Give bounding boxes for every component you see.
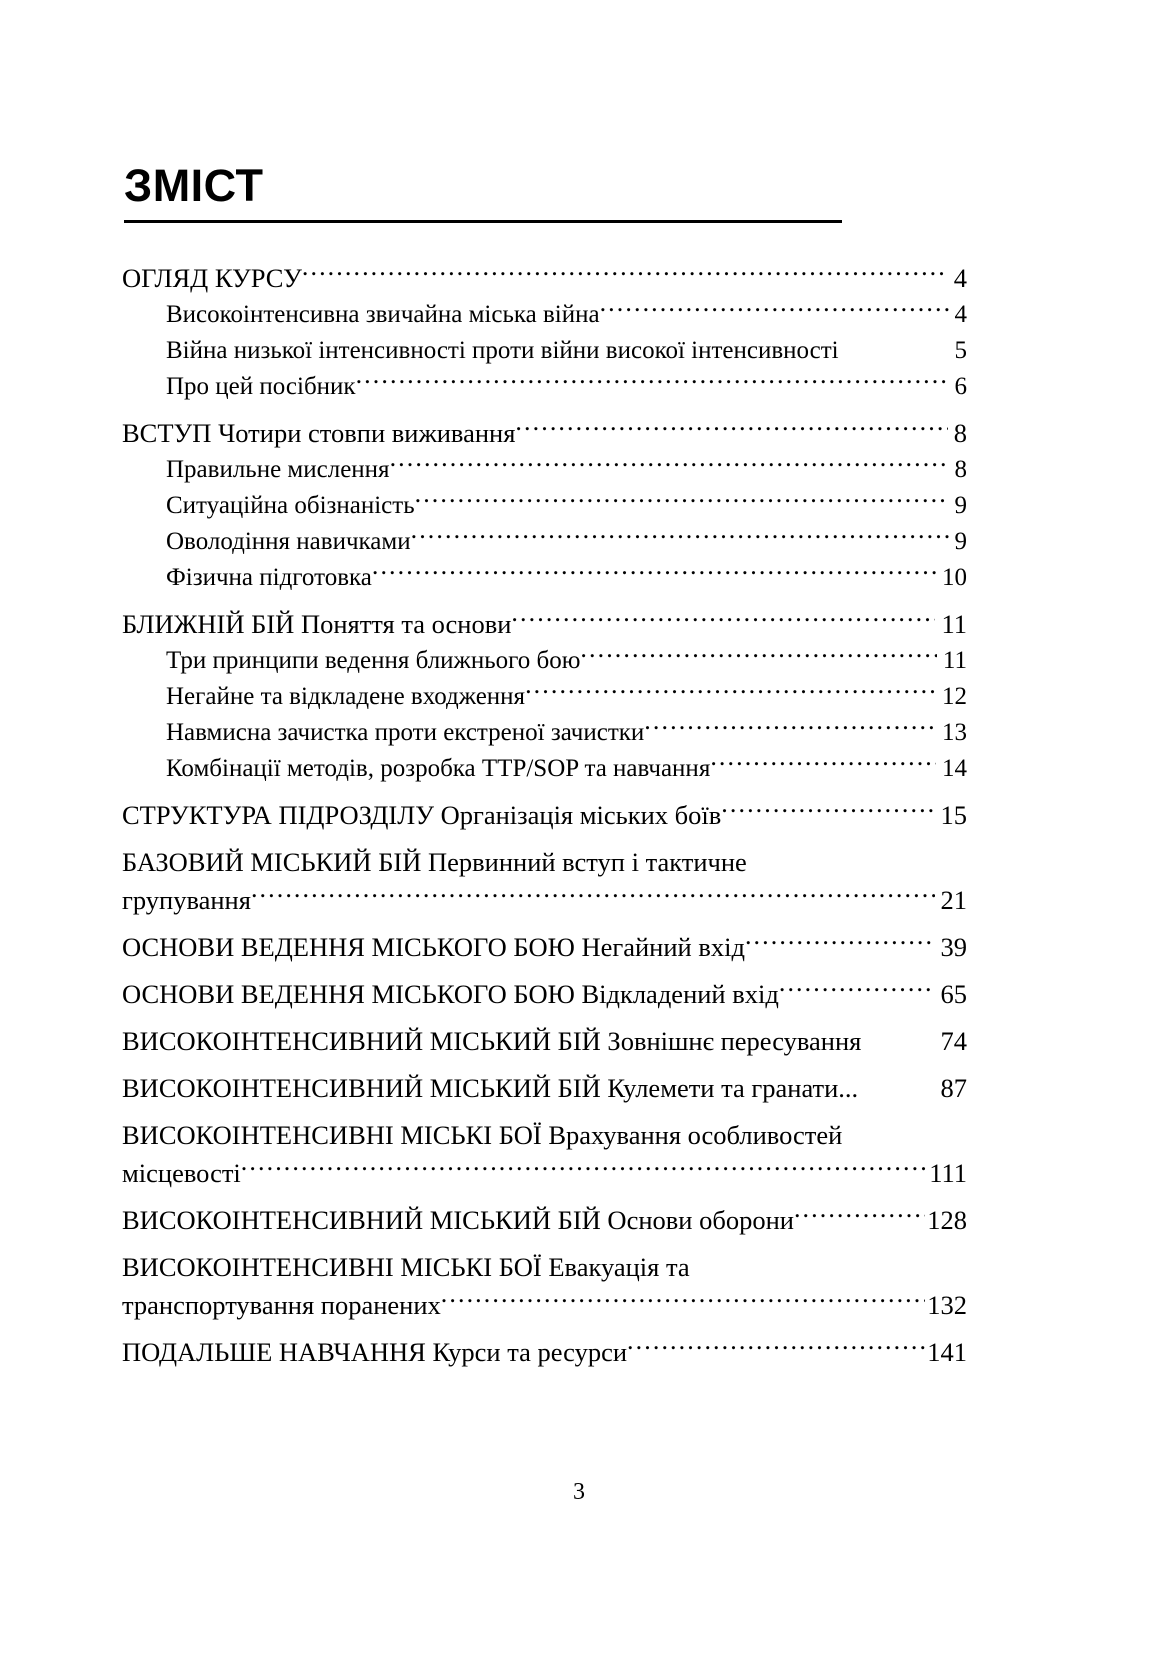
toc-entry-label: ОСНОВИ ВЕДЕННЯ МІСЬКОГО БОЮ Негайний вхід [122,932,745,962]
toc-entry[interactable] [122,333,967,369]
toc-entry-label: групування [122,885,251,915]
toc-entry-label: СТРУКТУРА ПІДРОЗДІЛУ Організація міських боїв [122,800,722,830]
toc-leader-dots [525,679,936,704]
toc-entry[interactable] [122,297,967,333]
toc-leader-dots [415,488,949,513]
toc-entry[interactable] [122,881,967,919]
toc-entry-label: ПОДАЛЬШЕ НАВЧАННЯ Курси та ресурси [122,1337,628,1367]
toc-leader-dots [747,845,961,872]
toc-page-number: 8 [954,456,967,483]
toc-leader-dots [580,643,937,668]
toc-page-number: 141 [927,1337,967,1367]
toc-leader-dots [644,715,936,740]
toc-leader-dots [745,930,935,957]
toc-leader-dots [794,1203,925,1230]
toc-entry[interactable] [122,560,967,596]
toc-entry[interactable] [122,524,967,560]
toc-entry-list [122,259,967,1371]
toc-leader-dots [842,1118,961,1145]
toc-entry-label: ВИСОКОІНТЕНСИВНИЙ МІСЬКИЙ БІЙ Основи оборони [122,1205,794,1235]
toc-entry-label: БЛИЖНІЙ БІЙ Поняття та основи [122,609,512,639]
toc-leader-dots [858,1071,934,1098]
toc-entry-label: Фізична підготовка [166,564,372,591]
toc-entry[interactable] [122,605,967,643]
toc-entry-label: Комбінації методів, розробка TTP/SOP та навчання [166,755,711,782]
title-divider [124,220,842,223]
toc-page-number: 74 [940,1026,967,1056]
toc-entry[interactable] [122,1154,967,1192]
toc-page-number: 12 [942,683,967,710]
toc-entry-label: місцевості [122,1158,241,1188]
toc-entry-label: ВИСОКОІНТЕНСИВНІ МІСЬКІ БОЇ Врахування особливостей [122,1120,843,1150]
toc-entry[interactable] [122,843,967,881]
toc-page-number: 9 [954,492,967,519]
toc-entry[interactable] [122,1201,967,1239]
toc-entry[interactable] [122,369,967,405]
toc-page-number: 128 [927,1205,967,1235]
page-title: ЗМІСТ [124,160,264,211]
toc-entry[interactable] [122,643,967,679]
toc-entry-label: БАЗОВИЙ МІСЬКИЙ БІЙ Первинний вступ і тактичне [122,847,747,877]
toc-leader-dots [511,607,935,634]
toc-entry-label: ОСНОВИ ВЕДЕННЯ МІСЬКОГО БОЮ Відкладений вхід [122,979,779,1009]
toc-entry[interactable] [122,488,967,524]
toc-leader-dots [721,798,934,825]
toc-leader-dots [690,1250,961,1277]
table-of-contents [122,160,967,1371]
toc-entry[interactable] [122,1333,967,1371]
toc-page-number: 21 [940,885,967,915]
toc-entry[interactable] [122,679,967,715]
toc-entry-label: транспортування поранених [122,1290,441,1320]
toc-entry-label: Ситуаційна обізнаність [166,492,415,519]
toc-entry-label: Негайне та відкладене входження [166,683,526,710]
toc-page-number: 39 [940,932,967,962]
toc-entry-label: Три принципи ведення ближнього бою [166,647,581,674]
toc-leader-dots [515,416,947,443]
toc-entry[interactable] [122,259,967,297]
toc-page-number: 132 [927,1290,967,1320]
toc-leader-dots [600,297,949,322]
toc-entry-label: ВИСОКОІНТЕНСИВНИЙ МІСЬКИЙ БІЙ Зовнішнє пересування [122,1026,862,1056]
toc-entry[interactable] [122,1069,967,1107]
toc-leader-dots [710,751,936,776]
toc-page-number: 9 [954,528,967,555]
toc-entry-label: Про цей посібник [166,373,356,400]
toc-page-number: 87 [940,1073,967,1103]
toc-entry-label: Навмисна зачистка проти екстреної зачистки [166,719,645,746]
toc-page-number: 13 [942,719,967,746]
toc-page-number: 6 [954,373,967,400]
toc-entry[interactable] [122,1248,967,1286]
toc-entry-label: ВИСОКОІНТЕНСИВНІ МІСЬКІ БОЇ Евакуація та [122,1252,690,1282]
toc-entry[interactable] [122,1116,967,1154]
toc-page-number: 65 [940,979,967,1009]
toc-page-number: 4 [954,301,967,328]
toc-leader-dots [839,333,949,358]
toc-page-number: 4 [953,263,967,293]
toc-leader-dots [241,1156,927,1183]
toc-leader-dots [411,524,949,549]
toc-leader-dots [441,1288,925,1315]
toc-entry[interactable] [122,1022,967,1060]
toc-leader-dots [779,977,935,1004]
toc-page-number: 14 [942,755,967,782]
toc-page-number: 15 [940,800,967,830]
toc-entry-label: Правильне мислення [166,456,390,483]
toc-leader-dots [372,560,936,585]
toc-entry[interactable] [122,928,967,966]
toc-entry-label: Оволодіння навичками [166,528,411,555]
toc-entry-label: Війна низької інтенсивності проти війни високої інтенсивності [166,337,839,364]
toc-entry-label: Високоінтенсивна звичайна міська війна [166,301,600,328]
toc-leader-dots [356,369,949,394]
toc-entry[interactable] [122,414,967,452]
toc-entry[interactable] [122,715,967,751]
toc-entry[interactable] [122,751,967,787]
footer-page-number: 3 [573,1479,585,1505]
toc-page-number: 10 [942,564,967,591]
toc-page-number: 11 [942,647,967,674]
toc-page-number: 5 [954,337,967,364]
toc-entry-label: ОГЛЯД КУРСУ [122,263,302,293]
toc-leader-dots [251,883,935,910]
toc-page-number: 111 [929,1158,967,1188]
toc-entry[interactable] [122,796,967,834]
toc-page-number: 11 [941,609,967,639]
toc-leader-dots [861,1024,934,1051]
toc-entry[interactable] [122,452,967,488]
toc-leader-dots [302,261,948,288]
toc-entry-label: ВСТУП Чотири стовпи виживання [122,418,516,448]
toc-leader-dots [627,1335,925,1362]
toc-entry[interactable] [122,975,967,1013]
toc-leader-dots [390,452,949,477]
toc-page-number: 8 [953,418,967,448]
toc-entry[interactable] [122,1286,967,1324]
toc-entry-label: ВИСОКОІНТЕНСИВНИЙ МІСЬКИЙ БІЙ Кулемети та гранати... [122,1073,859,1103]
